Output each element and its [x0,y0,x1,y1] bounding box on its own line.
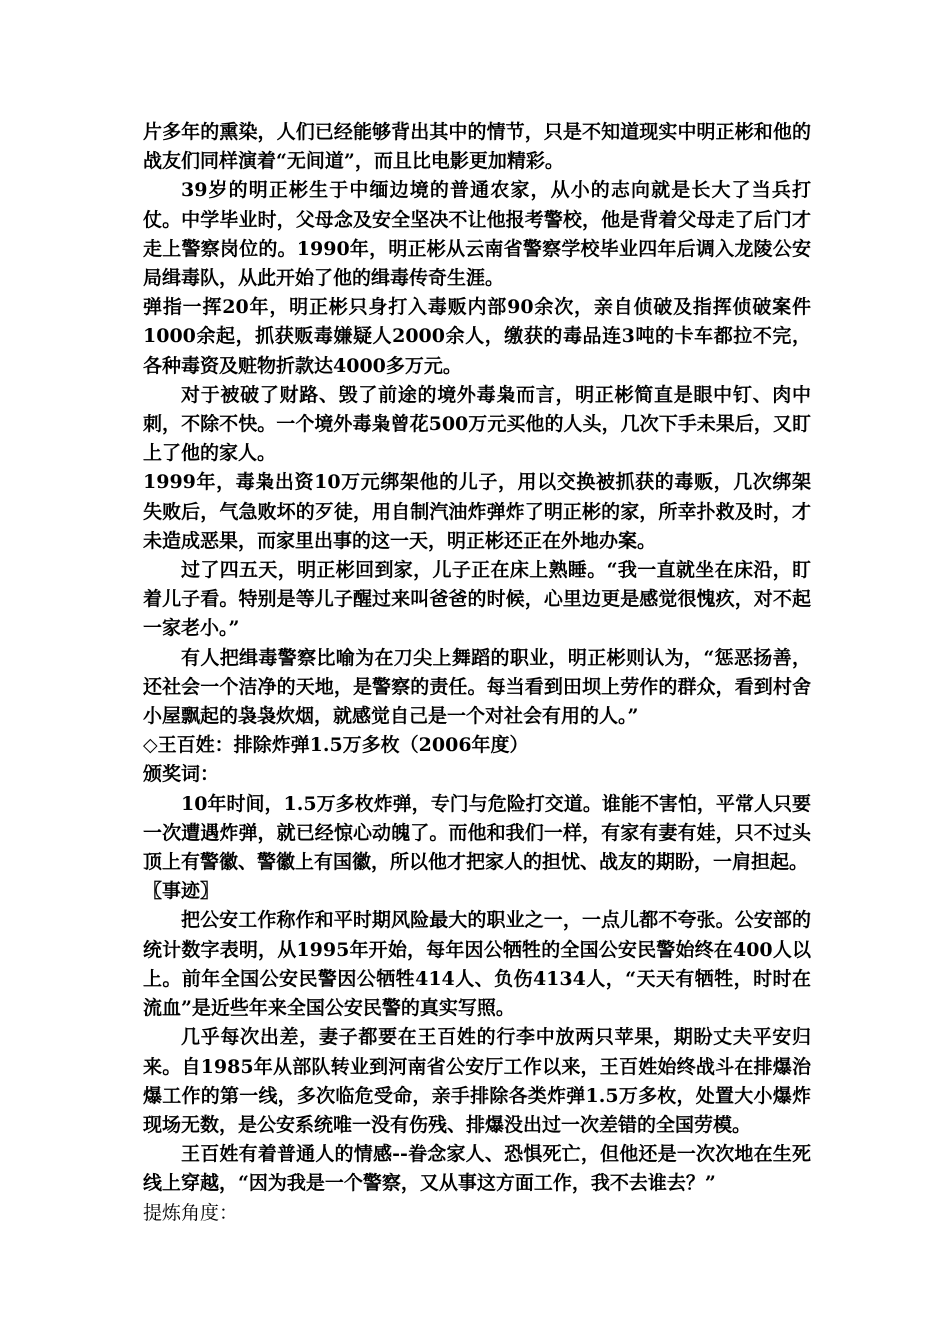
paragraph-ming-kidnapping: 1999年，毒枭出资10万元绑架他的儿子，用以交换被抓获的毒贩，几次绑架失败后，气急败坏的歹徒，用自制汽油炸弹炸了明正彬的家，所幸扑救及时，才未造成恶果，而家里出事的这一天，明正彬还正在外地办案。 [143,471,811,552]
paragraph-police-statistics: 把公安工作称作和平时期风险最大的职业之一，一点儿都不夸张。公安部的统计数字表明，从1995年开始，每年因公牺牲的全国公安民警始终在400人以上。前年全国公安民警因公牺牲414人、负伤4134人，“天天有牺牲，时时在流血”是近些年来全国公安民警的真实写照。 [143,909,811,1020]
section-heading-wang-baixing: ◇王百姓：排除炸弹1.5万多枚（2006年度） [143,734,529,757]
refinement-angle-label: 提炼角度： [143,1201,239,1224]
paragraph-continuation: 片多年的熏染，人们已经能够背出其中的情节，只是不知道现实中明正彬和他的战友们同样演着“无间道”，而且比电影更加精彩。 [143,121,811,173]
paragraph-wang-quote: 王百姓有着普通人的情感--眷念家人、恐惧死亡，但他还是一次次地在生死线上穿越，“因为我是一个警察，又从事这方面工作，我不去谁去？” [143,1143,811,1195]
paragraph-award-citation: 10年时间，1.5万多枚炸弹，专门与危险打交道。谁能不害怕，平常人只要一次遭遇炸弹，就已经惊心动魄了。而他和我们一样，有家有妻有娃，只不过头顶上有警徽、警徽上有国徽，所以他才把家人的担忧、战友的期盼，一肩担起。 [143,792,811,874]
paragraph-ming-biography: 39岁的明正彬生于中缅边境的普通农家，从小的志向就是长大了当兵打仗。中学毕业时，父母念及安全坚决不让他报考警校，他是背着父母走了后门才走上警察岗位的。1990年，明正彬从云南省警察学校毕业四年后调入龙陵公安局缉毒队，从此开始了他的缉毒传奇生涯。 [143,179,811,290]
paragraph-wang-career: 几乎每次出差，妻子都要在王百姓的行李中放两只苹果，期盼丈夫平安归来。自1985年从部队转业到河南省公安厅工作以来，王百姓始终战斗在排爆治爆工作的第一线，多次临危受命，亲手排除各类炸弹1.5万多枚，处置大小爆炸现场无数，是公安系统唯一没有伤残、排爆没出过一次差错的全国劳模。 [143,1026,811,1136]
paragraph-ming-threat: 对于被破了财路、毁了前途的境外毒枭而言，明正彬简直是眼中钉、肉中刺，不除不快。一个境外毒枭曾花500万元买他的人头，几次下手未果后，又盯上了他的家人。 [143,383,811,465]
award-citation-label: 颁奖词： [143,763,220,786]
paragraph-ming-achievements: 弹指一挥20年，明正彬只身打入毒贩内部90余次，亲自侦破及指挥侦破案件1000余起，抓获贩毒嫌疑人2000余人，缴获的毒品连3吨的卡车都拉不完，各种毒资及赃物折款达4000多万元。 [143,296,811,377]
paragraph-ming-family: 过了四五天，明正彬回到家，儿子正在床上熟睡。“我一直就坐在床沿，盯着儿子看。特别是等儿子醒过来叫爸爸的时候，心里边更是感觉很愧疚，对不起一家老小。” [143,559,811,640]
paragraph-ming-quote: 有人把缉毒警察比喻为在刀尖上舞蹈的职业，明正彬则认为，“惩恶扬善，还社会一个洁净的天地，是警察的责任。每当看到田坝上劳作的群众，看到村舍小屋飘起的袅袅炊烟，就感觉自己是一个对社会有用的人。” [143,646,811,728]
article-body [143,118,811,1228]
deeds-label: 〖事迹〗 [143,880,220,903]
